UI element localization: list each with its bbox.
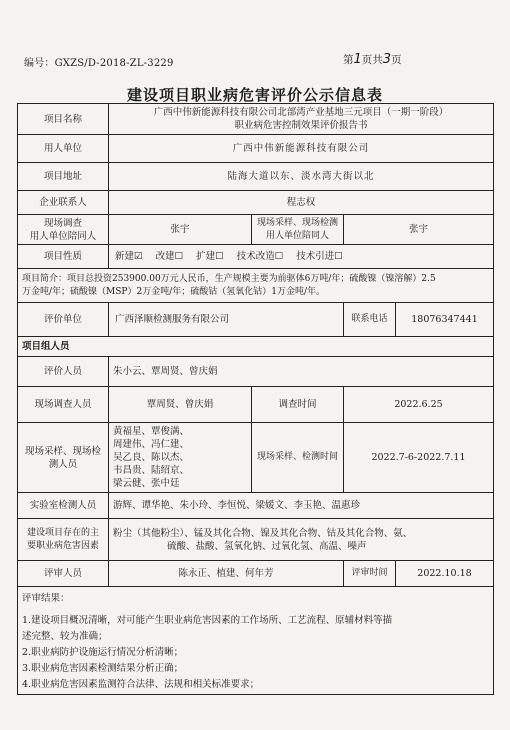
sampling-staff-line-2: 周建伟、冯仁建、 [113, 439, 190, 450]
evaluators-value: 朱小云、覃周贤、曾庆娟 [109, 357, 494, 387]
contact-label: 企业联系人 [18, 191, 109, 215]
option-tech-reform: 技术改造☐ [236, 251, 284, 262]
option-tech-import: 技术引进☐ [296, 251, 343, 262]
project-name-line-1: 广西中伟新能源科技有限公司北部湾产业基地三元项目（一期一阶段） [153, 107, 449, 118]
sampling-time-label: 现场采样、检测时间 [252, 423, 344, 493]
evaluators-label: 评价人员 [18, 357, 109, 387]
project-name-label: 项目名称 [18, 104, 109, 135]
page-suffix: 页 [391, 54, 402, 66]
lab-staff-value: 游辉、谭华艳、朱小玲、李恒悦、梁媛文、李玉艳、温惠珍 [109, 493, 494, 519]
employer-label: 用人单位 [18, 135, 109, 163]
survey-escort-label-2: 用人单位陪同人 [29, 230, 97, 242]
project-name-value [109, 104, 494, 135]
row-hazards [18, 519, 494, 561]
intro-line-1: 项目简介：项目总投资253900.00万元人民币，生产规模主要为前驱体6万吨/年；硫酸镍（镍溶解）2.5 [22, 273, 436, 284]
row-project-name [18, 104, 494, 135]
review-time-value: 2022.10.18 [396, 561, 494, 587]
survey-time-value: 2022.6.25 [344, 387, 494, 423]
info-table [17, 103, 494, 695]
hazards-label [18, 519, 109, 561]
page-total: 3 [382, 52, 392, 67]
team-section-heading: 项目组人员 [18, 337, 494, 357]
sampling-time-value: 2022.7-6-2022.7.11 [344, 423, 494, 493]
page-title: 建设项目职业病危害评价公示信息表 [126, 86, 383, 104]
review-time-label: 评审时间 [344, 561, 396, 587]
document-number: 编号：GXZS/D-2018-ZL-3229 [24, 58, 174, 69]
project-name-line-2: 职业病危害控制效果评价报告书 [234, 120, 368, 131]
review-result [18, 587, 494, 695]
row-reviewers [18, 561, 494, 587]
hazards-label-1: 建设项目存在的主 [26, 527, 99, 538]
sampling-staff-label: 现场采样、现场检测人员 [18, 423, 109, 493]
review-item-1b: 述完整、较为准确； [22, 631, 108, 642]
row-escorts [18, 215, 494, 245]
row-eval-unit [18, 303, 494, 337]
eval-unit-value: 广西泽顺检测服务有限公司 [109, 303, 344, 337]
review-item-4: 4.职业病危害因素监测符合法律、法规和相关标准要求； [22, 679, 260, 690]
sampling-staff-value [109, 423, 252, 493]
survey-staff-label: 现场调查人员 [18, 387, 109, 423]
sampling-staff-line-3: 吴乙良、陈以杰、 [113, 452, 190, 463]
phone-label: 联系电话 [344, 303, 396, 337]
option-new: 新建☑ [115, 251, 143, 262]
survey-escort-label [18, 215, 109, 245]
sampling-escort-label-2: 用人单位陪同人 [265, 230, 329, 241]
sampling-escort-value: 张宇 [344, 215, 494, 245]
reviewers-label: 评审人员 [18, 561, 109, 587]
page-prefix: 第 [343, 54, 354, 66]
page-current: 1 [353, 52, 362, 67]
sampling-escort-label-1: 现场采样、现场检测 [256, 217, 338, 228]
hazards-line-2: 硫酸、盐酸、氢氧化钠、过氧化氢、高温、噪声 [167, 540, 367, 552]
review-heading: 评审结果： [22, 593, 70, 604]
page-mid: 页共 [361, 54, 383, 66]
sampling-staff-line-4: 韦昌贵、陆绍京、 [113, 465, 190, 476]
intro-line-2: 万金吨/年；硫酸镍（MSP）2万金吨/年；硫酸钴（氢氧化钴）1万金吨/年。 [22, 286, 325, 297]
address-value: 陆海大道以东、淡水湾大街以北 [109, 163, 494, 191]
hazards-value [109, 519, 494, 561]
row-evaluators [18, 357, 494, 387]
nature-options [109, 245, 494, 269]
review-item-3: 3.职业病危害因素检测结果分析正确； [22, 663, 184, 674]
sampling-escort-label [252, 215, 344, 245]
review-item-2: 2.职业病防护设施运行情况分析清晰； [22, 647, 184, 658]
reviewers-value: 陈永正、植建、何年芳 [109, 561, 344, 587]
lab-staff-label: 实验室检测人员 [18, 493, 109, 519]
row-contact [18, 191, 494, 215]
survey-time-label: 调查时间 [252, 387, 344, 423]
sampling-staff-line-5: 梁云健、张中廷 [113, 478, 180, 489]
row-sampling-staff [18, 423, 494, 493]
row-lab-staff [18, 493, 494, 519]
option-rebuild: 改建☐ [155, 251, 184, 262]
row-nature [18, 245, 494, 269]
page-indicator [343, 52, 402, 67]
row-survey-staff [18, 387, 494, 423]
phone-value: 18076347441 [396, 303, 494, 337]
address-label: 项目地址 [18, 163, 109, 191]
hazards-line-1: 粉尘（其他粉尘）、锰及其化合物、镍及其化合物、钴及其化合物、氨、 [113, 527, 413, 539]
option-expand: 扩建☐ [196, 251, 224, 262]
project-intro [18, 269, 494, 303]
row-intro [18, 269, 494, 303]
row-address [18, 163, 494, 191]
row-team-section [18, 337, 494, 357]
contact-value: 程志权 [109, 191, 494, 215]
row-employer [18, 135, 494, 163]
survey-staff-value: 覃周贤、曾庆娟 [109, 387, 252, 423]
eval-unit-label: 评价单位 [18, 303, 109, 337]
nature-label: 项目性质 [18, 245, 109, 269]
hazards-label-2: 要职业病危害因素 [26, 540, 99, 551]
survey-escort-value: 张宇 [109, 215, 252, 245]
review-item-1a: 1.建设项目概况清晰，对可能产生职业病危害因素的工作场所、工艺流程、原辅材料等描 [22, 615, 393, 626]
sampling-staff-line-1: 黄福星、覃俊满、 [113, 426, 190, 437]
row-review-result [18, 587, 494, 695]
survey-escort-label-1: 现场调查 [43, 217, 82, 229]
employer-value: 广西中伟新能源科技有限公司 [109, 135, 494, 163]
